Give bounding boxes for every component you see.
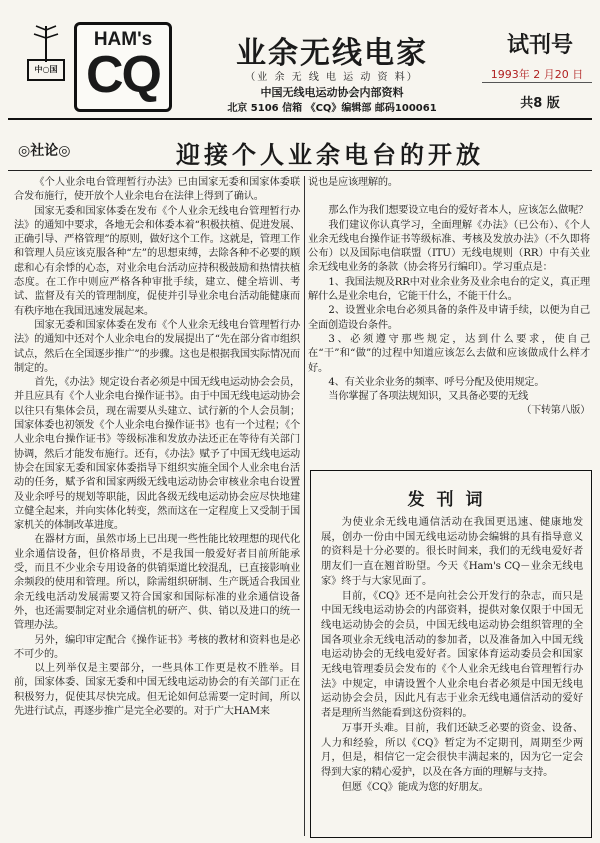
foreword-body — [321, 515, 583, 794]
masthead-divider — [8, 118, 592, 120]
publication-title: 业余无线电家 — [236, 36, 428, 71]
list-item: 2、设置业余电台必须具备的条件及申请手续，以便为自己全面创造设台条件。 — [308, 305, 590, 331]
paragraph: 那么作为我们想要设立电台的爱好者本人，应该怎么做呢？ — [328, 205, 589, 217]
masthead — [12, 6, 590, 118]
foreword-title: 发刊词 — [407, 490, 495, 510]
paragraph: 国家无委和国家体委在发布《个人业余无线电台管理暂行办法》的通知中还对个人业余电台的发展提出了“先在部分省市组织试点，然后在全国逐步推广”的步骤。这也是根据我国实际情况而制定的。 — [14, 319, 300, 374]
column-divider — [304, 176, 305, 836]
publication-subtitle: （业 余 无 线 电 运 动 资 料） — [245, 72, 419, 83]
paragraph: 国家无委和国家体委在发布《个人业余无线电台管理暂行办法》的通知中要求，各地无会和体委本着“积极扶植、促进发展、正确引导、严格管理”的原则，做好这个工作。这就是，管理工作和管理人员应该克服各种“左”的思想束缚，去除各种不必要的顾虑和心有余悸的心态，对业余电台活动应持积极鼓励和热情扶植态度。在工作中则应严格各种审批手续，建立、健全培训、考试、监督及有关的管理制度，促使并引导业余电台活动能健康而有秩序地在我国迅速发展起来。 — [14, 205, 300, 317]
list-item: 1、我国法规及RR中对业余业务及业余电台的定义，真正理解什么是业余电台，它能干什么，不能干什么。 — [308, 276, 590, 303]
paragraph: 但愿《CQ》能成为您的好朋友。 — [341, 780, 489, 793]
paragraph: 万事开头难。目前，我们还缺乏必要的资金、设备、人力和经验，所以《CQ》暂定为不定期刊，周期至少两月，但是，相信它一定会很快丰满起来的，因为它一定会得到大家的精心爱护，以及在各方面的理解与支持。 — [321, 721, 583, 778]
paragraph: 为使业余无线电通信活动在我国更迅速、健康地发展，创办一份由中国无线电运动协会编辑的具有指导意义的资料是十分必要的。很长时间来，我们的无线电爱好者朋友们一直在翘首盼望。今天《Ham's CQ－业余无线电家》终于与大家见面了。 — [321, 516, 583, 587]
badge-text: 中○国 — [34, 65, 58, 74]
logo-cq-text: CQ — [86, 46, 160, 104]
antenna-badge-icon — [26, 24, 66, 84]
editorial-right-column — [308, 176, 590, 419]
foreword-box — [310, 470, 592, 838]
logo-hams-text: HAM's — [93, 29, 153, 50]
paragraph: 以上列举仅是主要部分，一些具体工作更是枚不胜举。目前，国家体委、国家无委和中国无线电运动协会的有关部门正在积极努力，促使其尽快完成。但无论如何总需要一定时间，所以先进行试点，再逐步推广是完全必要的。对于广大HAM来 — [14, 663, 300, 717]
paragraph: 《个人业余电台管理暂行办法》已由国家无委和国家体委联合发布施行，使开放个人业余电台在法律上得到了确认。 — [14, 177, 300, 203]
publication-address: 北京 5106 信箱 《CQ》编辑部 邮码100061 — [227, 103, 437, 114]
list-item: 4、有关业余业务的频率、呼号分配及使用规定。 — [328, 376, 545, 388]
editorial-tag: ◎社论◎ — [18, 143, 71, 159]
paragraph: 说也是应该理解的。 — [308, 177, 398, 188]
editorial-left-column — [14, 176, 300, 719]
continued-notice: （下转第八版） — [521, 405, 590, 417]
list-item: 3、必须遵守那些规定，达到什么要求，使自己在“干”和“做”的过程中知道应该怎么去做和应该做成什么样才好。 — [308, 333, 590, 374]
paragraph: 我们建议你认真学习，全面理解《办法》（已公布）、《个人业余无线电台操作证书等级标准、考核及发放办法》（不久即将公布）以及国际电信联盟（ITU）无线电规则（RR）中有关业余无线电业务的条款（协会将另行编印）。学习重点是： — [308, 219, 590, 274]
editorial-headline: 迎接个人业余电台的开放 — [176, 141, 484, 169]
paragraph: 另外，编印审定配合《操作证书》考核的教材和资料也是必不可少的。 — [14, 634, 300, 660]
page-count: 共8 版 — [520, 96, 560, 111]
paragraph: 在器材方面，虽然市场上已出现一些性能比较理想的现代化业余通信设备，但价格昂贵，不是我国一般爱好者目前所能承受，而且不少业余专用设备的供销渠道比较混乱，已直接影响业余频段的使用和管理。所以，除需组织研制、生产既适合我国业余无线电活动发展需要又符合国家和国际标准的业余通信设备外，也还需要制定对业余通信机的研产、供、销以及进口的统一管理办法。 — [14, 534, 300, 632]
publication-org: 中国无线电运动协会内部资料 — [260, 86, 404, 99]
paragraph: 当你掌握了各项法规知识，又具备必要的无线 — [328, 391, 529, 403]
trial-issue-label: 试刊号 — [506, 33, 573, 58]
publication-date: 1993年 2 月20 日 — [482, 66, 592, 83]
paragraph: 首先，《办法》规定设台者必须是中国无线电运动协会会员，并且应具有《个人业余电台操作证书》。由于中国无线电运动协会以往只有集体会员，现在需要从头建立、试行新的个人会员制；国家体委也初领发《个人业余电台操作证书》也有一个过程；《个人业余电台操作证书》等级标准和发放办法还正在等待有关部门协调，然后才能发布施行。还有，《办法》赋予了中国无线电运动协会在国家无委和国家体委指导下组织实施全国个人业余电台活动的任务，赋予省和国家两级无线电运动协会审核业余电台设置及业余呼号的规划等职能，因此各级无线电运动协会应尽快地建立健全起来，并向实体化转变，然而这在一定程度上又受制于国家机关的体制改革进度。 — [14, 377, 300, 532]
hams-cq-logo — [74, 22, 172, 112]
paragraph: 目前，《CQ》还不是向社会公开发行的杂志，而只是中国无线电运动协会的内部资料，提供对象仅限于中国无线电运动协会的会员，中国无线电运动协会组织管理的全国各项业余无线电活动的参加者，以及准备加入中国无线电运动协会的无线电爱好者。国家体育运动委员会和国家无线电管理委员会发布的《个人业余无线电台管理暂行办法》中规定，申请设置个人业余电台者必须是中国无线电运动协会会员，因此凡有志于业余无线电通信活动的爱好者是理所当然能看到这份资料的。 — [321, 589, 583, 720]
headline-divider — [8, 170, 592, 171]
